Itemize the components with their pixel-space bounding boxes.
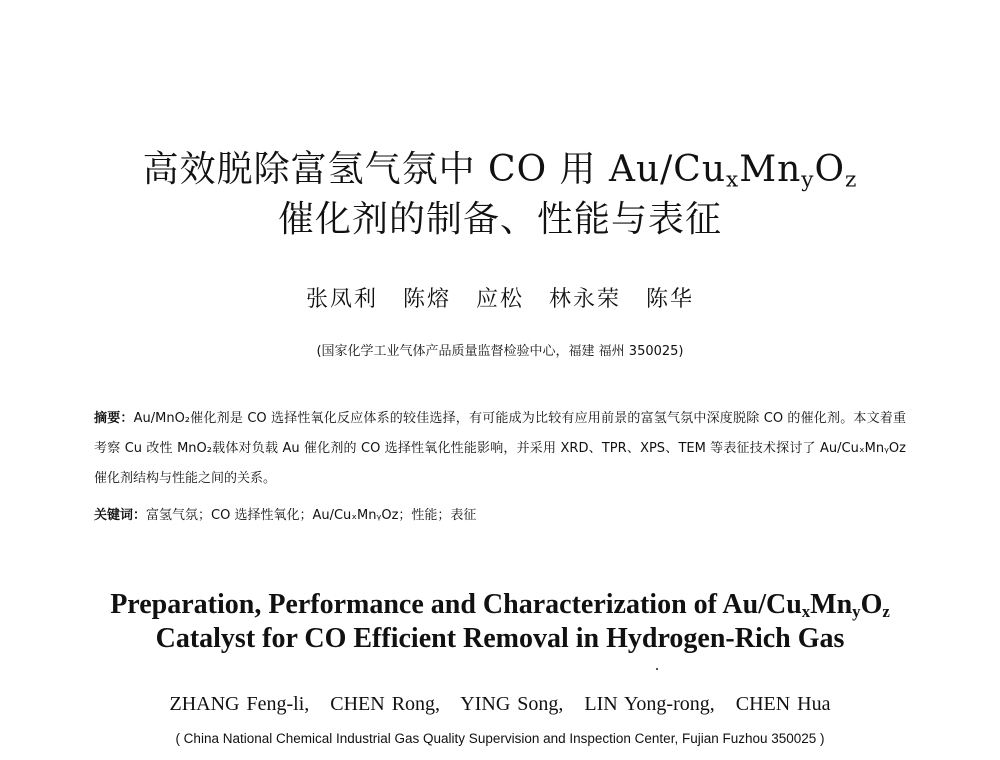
subscript-y: y [801, 167, 815, 193]
chinese-keywords [94, 504, 906, 528]
english-authors: ZHANG Feng-li, CHEN Rong, YING Song, LIN Yong-rong, CHEN Hua [169, 693, 831, 715]
chinese-title-o: O [814, 149, 845, 190]
english-title-o: O [860, 589, 883, 620]
chinese-authors: 张凤利 陈熔 应松 林永荣 陈华 [306, 287, 694, 312]
subscript-x: x [726, 167, 740, 193]
chinese-abstract [94, 404, 906, 494]
chinese-title-mn: Mn [739, 149, 802, 190]
english-subscript-x: x [801, 602, 811, 622]
subscript-z: z [845, 167, 858, 193]
chinese-title-prefix: 高效脱除富氢气氛中 CO 用 Au/Cu [142, 149, 727, 190]
english-subscript-y: y [852, 602, 861, 622]
english-subscript-z: z [882, 602, 890, 622]
chinese-affiliation: (国家化学工业气体产品质量监督检验中心，福建 福州 350025) [316, 344, 684, 359]
scan-speck [656, 668, 658, 670]
english-title-mn: Mn [810, 589, 853, 620]
chinese-title-line-1 [0, 148, 1000, 202]
english-title-line-2: Catalyst for CO Efficient Removal in Hydrogen-Rich Gas [155, 623, 845, 654]
abstract-label: 摘要： [94, 411, 134, 426]
chinese-title-line-2: 催化剂的制备、性能与表征 [277, 199, 722, 240]
keywords-text: 富氢气氛；CO 选择性氧化；Au/CuₓMnᵧOz；性能；表征 [146, 508, 477, 523]
abstract-text: Au/MnO₂催化剂是 CO 选择性氧化反应体系的较佳选择，有可能成为比较有应用前景的富氢气氛中深度脱除 CO 的催化剂。本文着重考察 Cu 改性 MnO₂载体对负载 Au 催化剂的 CO 选择性氧化性能影响，并采用 XRD、TPR、XPS、TEM 等表征技术探讨了 Au/CuₓMnᵧOz催化剂结构与性能之间的关系。 [94, 411, 906, 486]
english-affiliation: ( China National Chemical Industrial Gas Quality Supervision and Inspection Center, Fujian Fuzhou 350025 ) [175, 731, 825, 746]
english-title-prefix: Preparation, Performance and Characterization of Au/Cu [110, 589, 802, 620]
keywords-label: 关键词： [94, 508, 147, 523]
